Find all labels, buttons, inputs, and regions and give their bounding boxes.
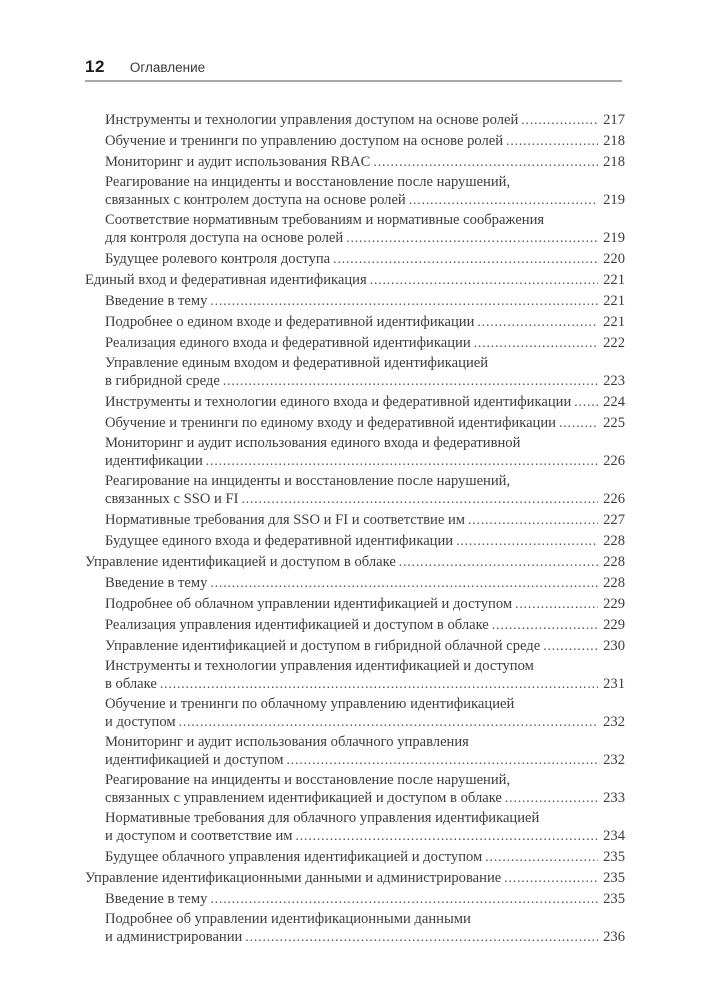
toc-entry-page-number: 218	[603, 133, 625, 149]
toc-entry-label: Инструменты и технологии единого входа и федеративной идентификации	[105, 394, 572, 410]
toc-entry-page-number: 223	[603, 373, 625, 389]
toc-entry-page-number: 227	[603, 512, 625, 528]
toc-entry-line	[105, 229, 625, 247]
toc-entry[interactable]	[85, 890, 625, 908]
toc-entry-line	[105, 372, 625, 390]
toc-entry[interactable]	[85, 174, 625, 209]
toc-entry[interactable]	[85, 355, 625, 390]
dot-leader	[296, 827, 599, 845]
toc-entry-page-number: 228	[603, 533, 625, 549]
toc-entry[interactable]	[85, 658, 625, 693]
toc-entry-label: связанных с управлением идентификацией и доступом в облаке	[105, 790, 502, 806]
toc-entry[interactable]	[85, 132, 625, 150]
dot-leader	[370, 271, 598, 289]
toc-entry-label: Мониторинг и аудит использования облачного управления	[105, 734, 469, 750]
toc-entry[interactable]	[85, 848, 625, 866]
toc-entry-label: в гибридной среде	[105, 373, 220, 389]
toc-entry-label: Мониторинг и аудит использования RBAC	[105, 154, 371, 170]
toc-entry-label: Обучение и тренинги по единому входу и федеративной идентификации	[105, 415, 556, 431]
toc-entry[interactable]	[85, 435, 625, 470]
toc-entry-page-number: 224	[603, 394, 625, 410]
toc-entry-page-number: 229	[603, 596, 625, 612]
toc-entry-label: Реализация управления идентификацией и доступом в облаке	[105, 617, 489, 633]
toc-entry-label: Будущее облачного управления идентификацией и доступом	[105, 849, 483, 865]
dot-leader	[409, 191, 598, 209]
toc-entry-line	[105, 595, 625, 613]
toc-entry-line	[105, 393, 625, 411]
toc-entry-label: Введение в тему	[105, 293, 208, 309]
dot-leader	[241, 490, 598, 508]
toc-entry-label: Инструменты и технологии управления доступом на основе ролей	[105, 112, 519, 128]
toc-entry-page-number: 226	[603, 453, 625, 469]
toc-entry-label: Обучение и тренинги по облачному управлению идентификацией	[105, 696, 515, 712]
dot-leader	[468, 511, 598, 529]
toc-entry-label: Введение в тему	[105, 891, 208, 907]
toc-entry[interactable]	[85, 810, 625, 845]
toc-entry-page-number: 219	[603, 192, 625, 208]
toc-entry-line	[105, 827, 625, 845]
toc-entry-page-number: 235	[603, 891, 625, 907]
toc-entry-line	[105, 435, 625, 452]
dot-leader	[373, 153, 598, 171]
toc-entry-label: связанных с SSO и FI	[105, 491, 239, 507]
toc-entry-label: и администрировании	[105, 929, 243, 945]
toc-entry-page-number: 228	[603, 575, 625, 591]
toc-entry-line	[105, 250, 625, 268]
toc-entry-label: Будущее единого входа и федеративной идентификации	[105, 533, 454, 549]
toc-entry-line	[105, 637, 625, 655]
toc-entry-page-number: 235	[603, 849, 625, 865]
toc-entry-label: Управление единым входом и федеративной идентификацией	[105, 355, 489, 371]
toc-entry-line	[85, 271, 625, 289]
toc-entry-page-number: 226	[603, 491, 625, 507]
toc-entry-label: Инструменты и технологии управления идентификацией и доступом	[105, 658, 534, 674]
toc-entry-label: Реагирование на инциденты и восстановление после нарушений,	[105, 473, 511, 489]
toc-entry[interactable]	[85, 637, 625, 655]
toc-entry-line	[105, 174, 625, 191]
dot-leader	[210, 292, 598, 310]
toc-entry-page-number: 229	[603, 617, 625, 633]
toc-entry-page-number: 232	[603, 752, 625, 768]
toc-entry-line	[105, 696, 625, 713]
toc-entry-page-number: 230	[603, 638, 625, 654]
toc-entry-label: Реагирование на инциденты и восстановление после нарушений,	[105, 174, 511, 190]
toc-entry-page-number: 234	[603, 828, 625, 844]
toc-entry-line	[85, 553, 625, 571]
toc-entry-line	[105, 890, 625, 908]
dot-leader	[543, 637, 598, 655]
dot-leader	[506, 132, 598, 150]
toc-entry-line	[105, 658, 625, 675]
toc-entry-line	[105, 751, 625, 769]
toc-entry[interactable]	[85, 250, 625, 268]
dot-leader	[210, 574, 598, 592]
toc-entry-line	[105, 928, 625, 946]
toc-entry[interactable]	[85, 111, 625, 129]
dot-leader	[286, 751, 598, 769]
toc-entry-line	[105, 675, 625, 693]
toc-entry-line	[105, 772, 625, 789]
toc-entry-label: Управление идентификацией и доступом в облаке	[85, 554, 396, 570]
toc-entry-line	[105, 734, 625, 751]
toc-entry-page-number: 219	[603, 230, 625, 246]
toc-entry-page-number: 233	[603, 790, 625, 806]
toc-entry[interactable]	[85, 911, 625, 946]
toc-entry-line	[105, 111, 625, 129]
toc-entry[interactable]	[85, 574, 625, 592]
toc-entry-label: Реализация единого входа и федеративной идентификации	[105, 335, 471, 351]
toc-entry-page-number: 232	[603, 714, 625, 730]
toc-entry-label: связанных с контролем доступа на основе ролей	[105, 192, 406, 208]
toc-entry-label: Подробнее об управлении идентификационными данными	[105, 911, 471, 927]
toc-entry-line	[105, 713, 625, 731]
dot-leader	[160, 675, 598, 693]
toc-entry-line	[105, 473, 625, 490]
dot-leader	[333, 250, 598, 268]
toc-entry[interactable]	[85, 532, 625, 550]
toc-entry-label: Мониторинг и аудит использования единого входа и федеративной	[105, 435, 521, 451]
toc-entry-label: Реагирование на инциденты и восстановление после нарушений,	[105, 772, 511, 788]
dot-leader	[245, 928, 598, 946]
toc-entry-line	[105, 511, 625, 529]
dot-leader	[492, 616, 598, 634]
toc-entry-line	[105, 848, 625, 866]
toc-entry-line	[105, 292, 625, 310]
dot-leader	[346, 229, 598, 247]
page-number: 12	[85, 57, 105, 76]
toc-entry-page-number: 222	[603, 335, 625, 351]
dot-leader	[477, 313, 598, 331]
toc-entry-line	[105, 574, 625, 592]
toc-entry-page-number: 225	[603, 415, 625, 431]
toc-entry-label: Подробнее об облачном управлении идентификацией и доступом	[105, 596, 513, 612]
toc-entry[interactable]	[85, 292, 625, 310]
header-rule	[85, 80, 622, 82]
toc-entry-label: Соответствие нормативным требованиям и нормативные соображения	[105, 212, 545, 228]
toc-entry[interactable]	[85, 616, 625, 634]
toc-entry-page-number: 217	[603, 112, 625, 128]
toc-entry[interactable]	[85, 393, 625, 411]
toc-entry-label: для контроля доступа на основе ролей	[105, 230, 344, 246]
toc-entry-page-number: 236	[603, 929, 625, 945]
toc-entry-label: идентификацией и доступом	[105, 752, 284, 768]
toc-entry[interactable]	[85, 869, 625, 887]
dot-leader	[574, 393, 598, 411]
dot-leader	[521, 111, 598, 129]
toc-entry[interactable]	[85, 313, 625, 331]
chapter-header-title: Оглавление	[129, 60, 206, 75]
toc-entry-line	[105, 334, 625, 352]
dot-leader	[474, 334, 598, 352]
toc-entry-line	[105, 452, 625, 470]
dot-leader	[179, 713, 599, 731]
toc-entry[interactable]	[85, 271, 625, 289]
toc-entry-page-number: 221	[603, 272, 625, 288]
toc-entry-line	[105, 414, 625, 432]
running-head	[85, 57, 205, 77]
toc-entry-line	[105, 132, 625, 150]
toc-entry[interactable]	[85, 414, 625, 432]
toc-list	[85, 111, 625, 949]
dot-leader	[485, 848, 598, 866]
toc-entry-line	[105, 212, 625, 229]
toc-entry-label: идентификации	[105, 453, 203, 469]
toc-entry-label: Нормативные требования для SSO и FI и соответствие им	[105, 512, 466, 528]
toc-entry-label: Подробнее о едином входе и федеративной идентификации	[105, 314, 475, 330]
toc-entry-label: Управление идентификацией и доступом в гибридной облачной среде	[105, 638, 541, 654]
toc-entry-page-number: 231	[603, 676, 625, 692]
toc-entry-label: и доступом	[105, 714, 176, 730]
toc-entry-line	[105, 810, 625, 827]
toc-entry[interactable]	[85, 734, 625, 769]
toc-entry-label: Обучение и тренинги по управлению доступом на основе ролей	[105, 133, 504, 149]
toc-entry[interactable]	[85, 772, 625, 807]
toc-entry-label: Управление идентификационными данными и администрирование	[85, 870, 502, 886]
toc-entry-label: Единый вход и федеративная идентификация	[85, 272, 367, 288]
toc-entry-page-number: 218	[603, 154, 625, 170]
dot-leader	[399, 553, 598, 571]
dot-leader	[559, 414, 598, 432]
toc-entry[interactable]	[85, 473, 625, 508]
dot-leader	[206, 452, 598, 470]
toc-entry-page-number: 235	[603, 870, 625, 886]
toc-entry-line	[85, 869, 625, 887]
toc-entry[interactable]	[85, 595, 625, 613]
toc-entry-line	[105, 355, 625, 372]
toc-entry[interactable]	[85, 212, 625, 247]
toc-entry[interactable]	[85, 511, 625, 529]
toc-entry-line	[105, 313, 625, 331]
dot-leader	[505, 789, 598, 807]
dot-leader	[223, 372, 598, 390]
toc-entry-line	[105, 532, 625, 550]
toc-entry-label: Введение в тему	[105, 575, 208, 591]
dot-leader	[504, 869, 598, 887]
toc-entry-line	[105, 153, 625, 171]
toc-entry-label: Будущее ролевого контроля доступа	[105, 251, 331, 267]
toc-entry-line	[105, 191, 625, 209]
dot-leader	[456, 532, 598, 550]
toc-entry-label: Нормативные требования для облачного управления идентификацией	[105, 810, 540, 826]
toc-entry[interactable]	[85, 553, 625, 571]
toc-entry-page-number: 228	[603, 554, 625, 570]
toc-entry[interactable]	[85, 696, 625, 731]
dot-leader	[515, 595, 598, 613]
toc-entry[interactable]	[85, 334, 625, 352]
dot-leader	[210, 890, 598, 908]
toc-entry-page-number: 220	[603, 251, 625, 267]
toc-entry-line	[105, 789, 625, 807]
toc-entry-line	[105, 490, 625, 508]
toc-entry-label: в облаке	[105, 676, 157, 692]
toc-entry-page-number: 221	[603, 314, 625, 330]
toc-entry-line	[105, 616, 625, 634]
toc-entry-label: и доступом и соответствие им	[105, 828, 293, 844]
toc-entry[interactable]	[85, 153, 625, 171]
toc-entry-page-number: 221	[603, 293, 625, 309]
toc-entry-line	[105, 911, 625, 928]
